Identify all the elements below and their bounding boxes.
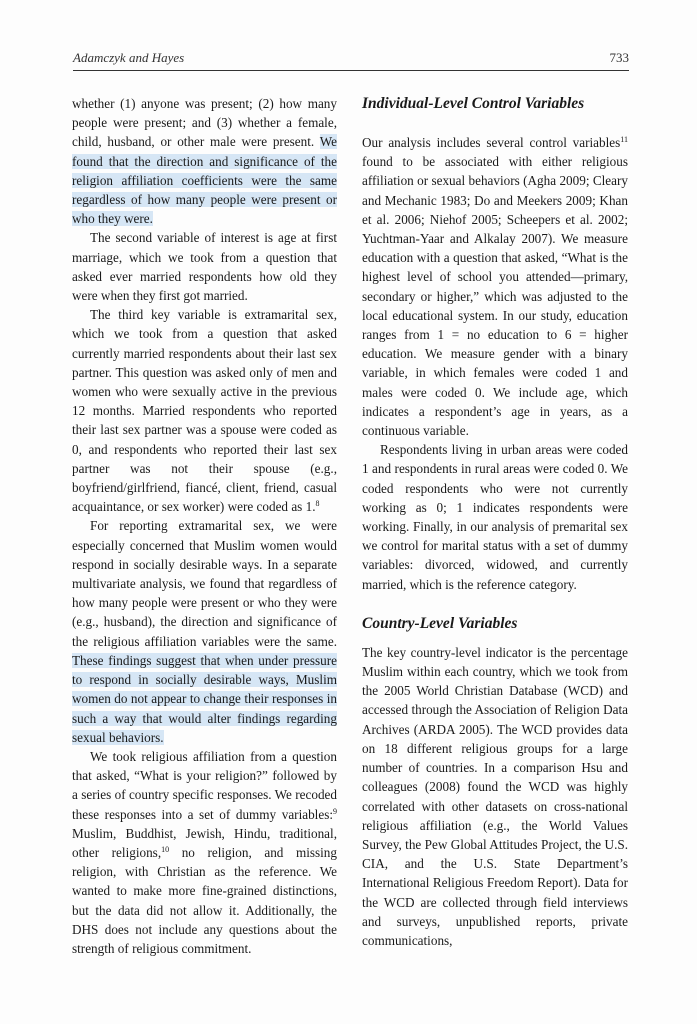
paragraph-religious-affiliation bbox=[72, 747, 337, 958]
paragraph-text: The third key variable is extramarital sex, which we took from a question that asked currently married respondents about their last sex partner. This question was asked only of men and women who were sexually active in the previous 12 months. Married respondents who reported their last sex partner was a spouse were coded as 0, and respondents who reported their last sex partner was not their spouse (e.g., boyfriend/girlfriend, fiancé, client, friend, casual acquaintance, or sex worker) were coded as 1. bbox=[72, 307, 337, 515]
paragraph-text: found to be associated with either religious affiliation or sexual behaviors (Agha 2009; Cleary and Mechanic 1983; Do and Meekers 2009; Khan et al. 2006; Niehof 2005; Scheepers et al. 2002; Yuchtman-Yaar and Alkalay 2007). We measure education with a question that asked, “What is the highest level of school you attended—primary, secondary or higher,” which was adjusted to the local educational system. In our study, education ranges from 1 = no education to 6 = higher education. We measure gender with a binary variable, in which females were coded 1 and males were coded 0. We include age, which indicates a respondent’s age in years, as a continuous variable. bbox=[362, 154, 628, 439]
running-header-authors: Adamczyk and Hayes bbox=[73, 50, 185, 65]
paragraph-text: For reporting extramarital sex, we were especially concerned that Muslim women would respond in socially desirable ways. In a separate multivariate analysis, we found that regardless of how many people were present or who they were (e.g., husband), the direction and significance of the religious affiliation variables were the same. bbox=[72, 518, 337, 649]
footnote-marker: 11 bbox=[620, 135, 628, 144]
page-number: 733 bbox=[609, 50, 629, 65]
paragraph-text: We took religious affiliation from a question that asked, “What is your religion?” followed by a series of country specific responses. We recoded these responses into a set of dummy variables: bbox=[72, 748, 337, 822]
paragraph-age-first-marriage: The second variable of interest is age at first marriage, which we took from a question that asked ever married respondents how old they were when they first got married. bbox=[72, 230, 337, 304]
paragraph-urban-working: Respondents living in urban areas were coded 1 and respondents in rural areas were coded 0. We coded respondents who were not currently working as 0; 1 indicates respondents were working. Finally, in our analysis of premarital sex we control for marital status with a set of dummy variables: divorced, widowed, and currently married, which is the reference category. bbox=[362, 442, 628, 592]
paragraph-text: Muslim, Buddhist, Jewish, Hindu, traditional, other religions, bbox=[72, 825, 337, 860]
footnote-marker: 8 bbox=[315, 499, 320, 509]
paragraph-percentage-muslim: The key country-level indicator is the percentage Muslim within each country, which we took from the 2005 World Christian Database (WCD) and accessed through the Association of Religion Data Archives (ARDA 2005). The WCD provides data on 18 different religious groups for a large number of countries. In a comparison Hsu and colleagues (2008) found the WCD was highly correlated with other datasets on cross-national religious affiliation (e.g., the World Values Survey, the Pew Global Attitudes Project, the U.S. CIA, and the U.S. State Department’s International Religious Freedom Report). Data for the WCD are collected through field interviews and surveys, unpublished reports, private communications, bbox=[362, 644, 628, 948]
section-heading-individual-controls: Individual-Level Control Variables bbox=[362, 95, 585, 112]
highlighted-text[interactable]: These findings suggest that when under pressure to respond in socially desirable ways, Muslim women do not appear to change their responses in such a way that would alter findings regarding sexual behaviors. bbox=[72, 652, 337, 745]
paragraph-text: Our analysis includes several control variables bbox=[362, 135, 621, 150]
footnote-marker: 9 bbox=[333, 806, 337, 816]
right-column bbox=[362, 94, 628, 950]
footnote-marker: 10 bbox=[161, 844, 170, 854]
header-rule bbox=[73, 70, 629, 71]
paragraph-text: no religion, and missing religion, with Christian as the reference. We wanted to make more fine-grained distinctions, but the data did not allow it. Additionally, the DHS does not include any questions about the strength of religious commitment. bbox=[72, 844, 337, 956]
highlighted-text[interactable]: We found that the direction and significance of the religion affiliation coefficients were the same regardless of how many people were present or who they were. bbox=[72, 134, 337, 227]
left-column bbox=[72, 94, 337, 958]
paragraph-control-variables bbox=[362, 133, 628, 440]
paragraph-respondents-present bbox=[72, 94, 337, 228]
paragraph-text: whether (1) anyone was present; (2) how many people were present; and (3) whether a female, child, husband, or other male were present. bbox=[72, 96, 337, 150]
section-heading-country-level: Country-Level Variables bbox=[362, 614, 518, 632]
paragraph-extramarital-sex bbox=[72, 305, 337, 516]
paragraph-social-desirability bbox=[72, 516, 337, 746]
